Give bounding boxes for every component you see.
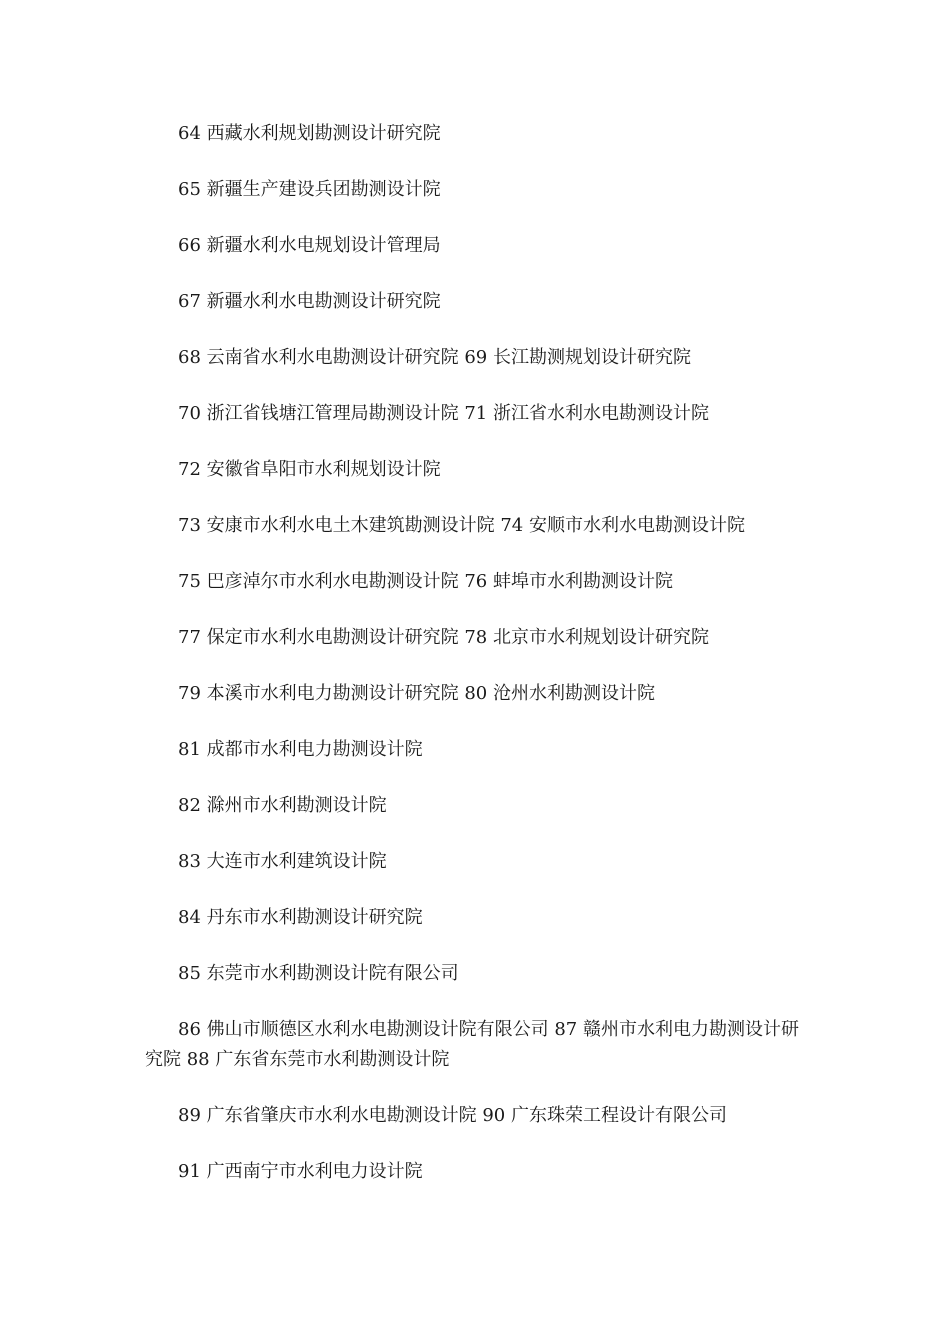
list-item: 85 东莞市水利勘测设计院有限公司 [178, 963, 459, 984]
list-item: 73 安康市水利水电土木建筑勘测设计院 74 安顺市水利水电勘测设计院 [178, 515, 745, 536]
list-item: 81 成都市水利电力勘测设计院 [178, 739, 423, 760]
list-item: 75 巴彦淖尔市水利水电勘测设计院 76 蚌埠市水利勘测设计院 [178, 571, 673, 592]
list-item: 86 佛山市顺德区水利水电勘测设计院有限公司 87 赣州市水利电力勘测设计研究院 88 广东省东莞市水利勘测设计院 [145, 1019, 799, 1070]
list-item: 82 滁州市水利勘测设计院 [178, 795, 387, 816]
list-item: 72 安徽省阜阳市水利规划设计院 [178, 459, 441, 480]
list-item: 64 西藏水利规划勘测设计研究院 [178, 123, 441, 144]
list-item: 68 云南省水利水电勘测设计研究院 69 长江勘测规划设计研究院 [178, 347, 691, 368]
list-item: 83 大连市水利建筑设计院 [178, 851, 387, 872]
list-item: 67 新疆水利水电勘测设计研究院 [178, 291, 441, 312]
list-item: 91 广西南宁市水利电力设计院 [178, 1161, 423, 1182]
list-item: 79 本溪市水利电力勘测设计研究院 80 沧州水利勘测设计院 [178, 683, 655, 704]
list-item: 70 浙江省钱塘江管理局勘测设计院 71 浙江省水利水电勘测设计院 [178, 403, 709, 424]
list-item: 89 广东省肇庆市水利水电勘测设计院 90 广东珠荣工程设计有限公司 [178, 1105, 727, 1126]
list-item: 84 丹东市水利勘测设计研究院 [178, 907, 423, 928]
list-item: 66 新疆水利水电规划设计管理局 [178, 235, 441, 256]
list-item: 65 新疆生产建设兵团勘测设计院 [178, 179, 441, 200]
list-item: 77 保定市水利水电勘测设计研究院 78 北京市水利规划设计研究院 [178, 627, 709, 648]
